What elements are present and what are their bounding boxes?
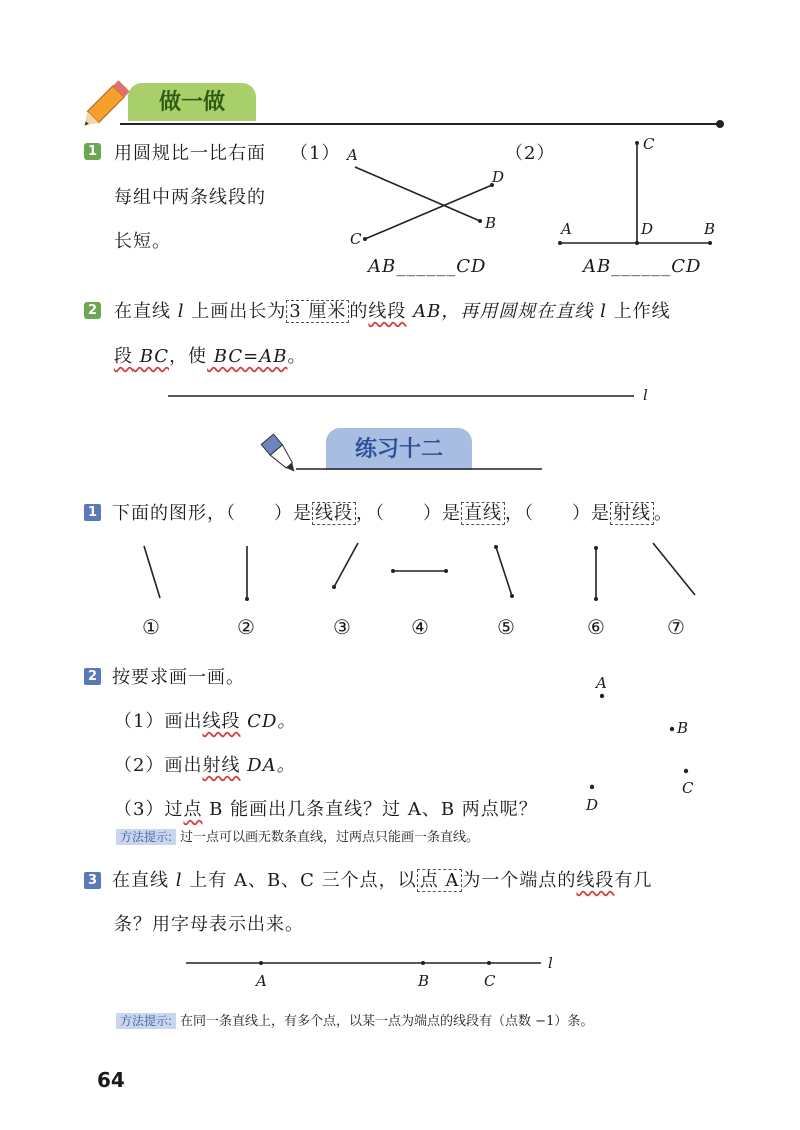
question-number: 3 xyxy=(84,872,101,889)
point-label-B: B xyxy=(485,214,497,232)
point-label-C3: C xyxy=(682,779,694,797)
section-banner-lianxi: 练习十二 xyxy=(326,428,472,470)
q1-text-line2: 每组中两条线段的 xyxy=(114,187,266,208)
point-label-C4: C xyxy=(484,972,496,990)
section-divider-2 xyxy=(296,467,546,471)
q2-text-line1: 在直线 l 上画出长为 3 厘米 的线段 AB，再用圆规在直线 l 上作线 xyxy=(114,301,671,322)
figure-label: ⑤ xyxy=(497,615,515,639)
line-l xyxy=(168,393,638,399)
point-label-D3: D xyxy=(586,796,599,814)
point-label-A2: A xyxy=(561,220,572,238)
point-label-A3: A xyxy=(596,674,607,692)
question-number: 1 xyxy=(84,504,101,521)
question-number: 1 xyxy=(84,143,101,160)
page-number: 64 xyxy=(97,1068,125,1092)
figure-crossing-segments xyxy=(340,145,520,255)
q1-text-line1: 用圆规比一比右面 xyxy=(114,143,266,164)
ex2-part1: （1）画出线段 CD。 xyxy=(114,711,297,732)
figure-label: ③ xyxy=(333,615,351,639)
question-number: 2 xyxy=(84,668,101,685)
part2-label: （2） xyxy=(505,143,556,164)
compare-blank-1: AB______CD xyxy=(368,256,487,277)
q1-text-line3: 长短。 xyxy=(114,231,171,252)
ex2-title: 按要求画一画。 xyxy=(112,667,245,688)
figure-label: ① xyxy=(142,615,160,639)
ex1-text: 下面的图形，（ ）是 线段 ，（ ）是 直线 ，（ ）是 射线 。 xyxy=(112,503,673,524)
point-label-A4: A xyxy=(256,972,267,990)
point-label-B3: B xyxy=(677,719,689,737)
point-label-A: A xyxy=(347,146,358,164)
figure-perpendicular-segments xyxy=(555,135,725,255)
figure-label: ⑦ xyxy=(667,615,685,639)
line-l-2 xyxy=(186,958,546,968)
section-banner-zuoyizuo: 做一做 xyxy=(128,83,256,121)
ex2-part2: （2）画出射线 DA。 xyxy=(114,755,296,776)
point-label-D: D xyxy=(492,168,505,186)
point-label-B2: B xyxy=(704,220,716,238)
ex3-tip: 方法提示: 在同一条直线上，有多个点，以某一点为端点的线段有（点数 −1）条。 xyxy=(116,1010,593,1029)
figure-label: ⑥ xyxy=(587,615,605,639)
point-label-B4: B xyxy=(418,972,430,990)
compare-blank-2: AB______CD xyxy=(583,256,702,277)
line-label-l: l xyxy=(643,386,648,404)
section-divider xyxy=(120,118,730,130)
figure-label: ② xyxy=(237,615,255,639)
point-label-D2: D xyxy=(641,220,654,238)
point-label-C2: C xyxy=(643,135,655,153)
ex3-line1: 在直线 l 上有 A、B、C 三个点，以 点 A 为一个端点的线段有几 xyxy=(112,870,653,891)
figure-label: ④ xyxy=(411,615,429,639)
question-number: 2 xyxy=(84,302,101,319)
figures-row xyxy=(130,540,700,610)
ex3-line2: 条？用字母表示出来。 xyxy=(114,914,304,935)
part1-label: （1） xyxy=(290,143,341,164)
point-label-C: C xyxy=(350,230,362,248)
q2-text-line2: 段 BC，使 BC=AB。 xyxy=(114,346,307,367)
ex2-tip: 方法提示: 过一点可以画无数条直线，过两点只能画一条直线。 xyxy=(116,826,479,845)
ex2-part3: （3）过点 B 能画出几条直线？过 A、B 两点呢？ xyxy=(114,799,538,820)
line-label-l2: l xyxy=(548,954,553,972)
